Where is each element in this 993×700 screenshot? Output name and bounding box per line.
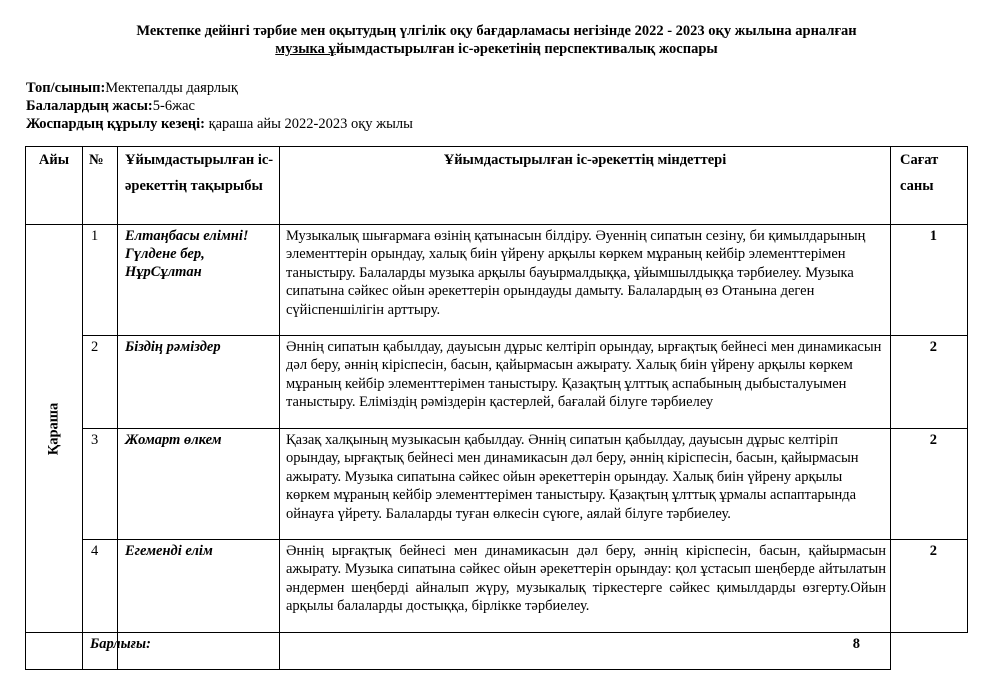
total-row xyxy=(26,633,968,670)
group-value: Мектепалды даярлық xyxy=(105,80,238,96)
row-tasks: Әннің сипатын қабылдау, дауысын дұрыс келтіріп орындау, ырғақтық бейнесі мен динамикасын дәл беру, әннің кіріспесін, басын, қайырмасын ажырату. Халық биін үйрену арқылы көркем мұраның кейбір элементтерімен таныстыру. Қазақтың ұлттық аспабының дыбысталуымен таныстыру. Еліміздің рәміздерін қастерлей, бағалай білуге тәрбиелеу xyxy=(280,336,891,429)
row-topic: Елтаңбасы елімні! Гүлдене бер, НұрСұлтан xyxy=(118,225,280,336)
plan-table xyxy=(25,146,968,670)
row-topic: Егеменді елім xyxy=(118,540,280,633)
group-label: Топ/сынып: xyxy=(26,80,106,96)
table-row xyxy=(26,336,968,429)
row-topic: Біздің рәміздер xyxy=(118,336,280,429)
month-cell xyxy=(26,225,83,633)
row-hours: 2 xyxy=(891,336,968,429)
table-row xyxy=(26,540,968,633)
row-number: 2 xyxy=(83,336,118,429)
period-value: қараша айы 2022-2023 оқу жылы xyxy=(204,116,413,132)
total-label: Барлығы: xyxy=(83,633,118,670)
document-title-line2 xyxy=(0,40,993,58)
header-number: № xyxy=(83,147,118,225)
table-header-row xyxy=(26,147,968,225)
row-number: 4 xyxy=(83,540,118,633)
header-topic: Ұйымдастырылған іс-әрекеттің тақырыбы xyxy=(118,147,280,225)
age-label: Балалардың жасы: xyxy=(26,98,153,114)
row-number: 3 xyxy=(83,429,118,540)
row-tasks: Әннің ырғақтық бейнесі мен динамикасын дәл беру, әннің кіріспесін, басын, қайырмасын ажырату. Музыка сипатына сәйкес ойын әрекеттерін орындау: қол ұстасып шеңберде айтылатын әндермен шеңберді айналып жүру, музыкалық тіркестерге сәйкес қимылдарды өзгерту.Ойын арқылы балаларды достыққа, бірлікке тәрбиелеу. xyxy=(280,540,891,633)
header-month: Айы xyxy=(26,147,83,225)
row-tasks: Қазақ халқының музыкасын қабылдау. Әннің сипатын қабылдау, дауысын дұрыс келтіріп орындау, ырғақтық бейнесі мен динамикасын дәл беру, әннің кіріспесін, басын, қайырмасын ажырату. Музыка сипатына сәйкес ойын әрекеттерін орындау. Халық биін үйрену арқылы көркем мұраның кейбір элементтерімен таныстыру. Қазақтың ұлттық ұрмалы аспаптарында ойнауға үйрету. Балаларды туған өлкесін сүюге, аялай білуге тәрбиелеу. xyxy=(280,429,891,540)
header-hours: Сағат саны xyxy=(891,147,968,225)
total-empty-cell xyxy=(26,633,83,670)
row-tasks: Музыкалық шығармаға өзінің қатынасын білдіру. Әуеннің сипатын сезіну, би қимылдарының элементтерін орындау, халық биін үйрену арқылы көркем мұраның кейбір элементтерімен таныстыру. Балаларды музыка арқылы бауырмалдыққа, ұйымшылдыққа тәрбиелеу. Музыка сипатына сәйкес ойын әрекеттерін орындауды дамыту. Балалардың өз Отанына деген сүйіспеншілігін арттыру. xyxy=(280,225,891,336)
row-hours: 1 xyxy=(891,225,968,336)
header-tasks: Ұйымдастырылған іс-әрекеттің міндеттері xyxy=(280,147,891,225)
title-underlined-part: музыка ұ xyxy=(275,41,336,57)
period-line xyxy=(26,115,413,133)
period-label: Жоспардың құрылу кезеңі: xyxy=(26,116,205,132)
month-label: Қараша xyxy=(45,402,62,455)
row-hours: 2 xyxy=(891,540,968,633)
row-hours: 2 xyxy=(891,429,968,540)
age-line xyxy=(26,97,195,115)
title-rest-part: йымдастырылған іс-әрекетінің перспективалық жоспары xyxy=(335,41,718,57)
total-hours: 8 xyxy=(280,633,891,670)
table-row xyxy=(26,225,968,336)
age-value: 5-6жас xyxy=(152,98,195,114)
group-line xyxy=(26,79,238,97)
document-title-line1: Мектепке дейінгі тәрбие мен оқытудың үлгілік оқу бағдарламасы негізінде 2022 - 2023 оқу жылына арналған xyxy=(136,23,857,39)
row-number: 1 xyxy=(83,225,118,336)
row-topic: Жомарт өлкем xyxy=(118,429,280,540)
table-row xyxy=(26,429,968,540)
